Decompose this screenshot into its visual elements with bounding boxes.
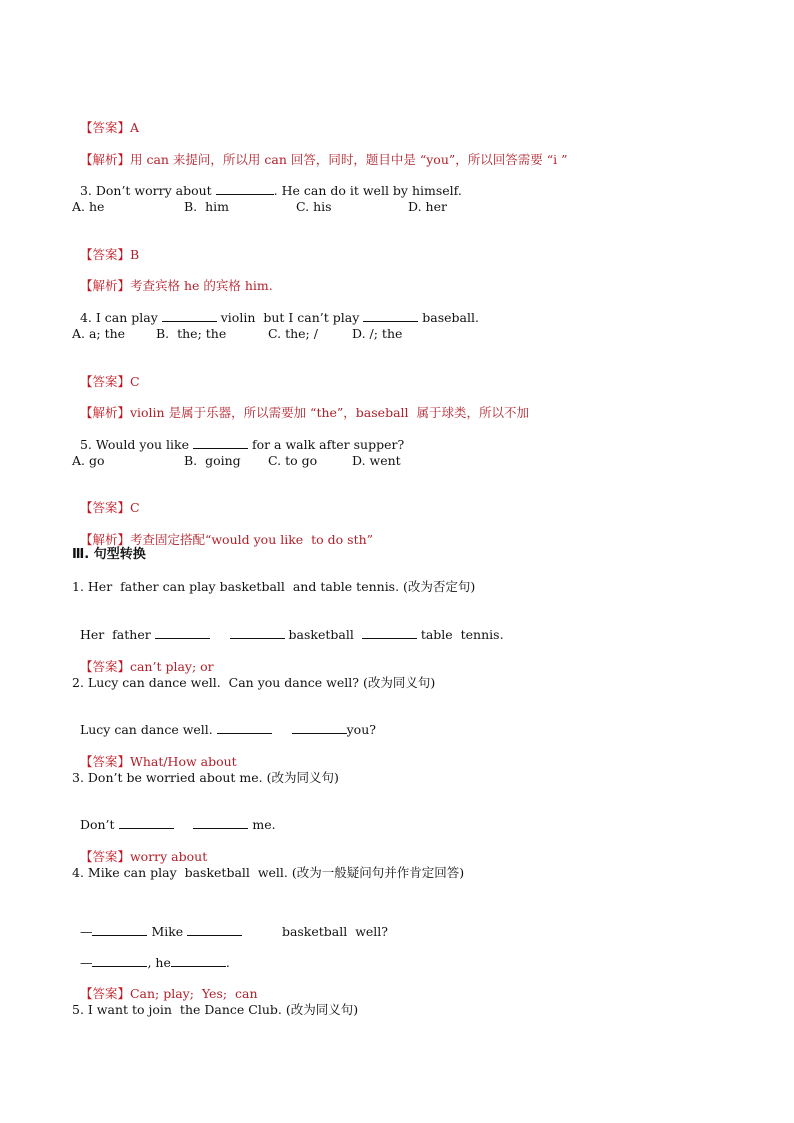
answer-text: can’t play; or (129, 659, 214, 674)
analysis-text: 考查宾格 he 的宾格 him. (129, 278, 273, 293)
transform-question-1: 1. Her father can play basketball and table tennis. (改为否定句) (72, 579, 476, 594)
answer-tag: 【答案】 (79, 849, 130, 864)
option-c: C. the; / (268, 326, 318, 341)
question-text: baseball. (422, 310, 479, 325)
option-d: D. went (352, 453, 401, 468)
transform-question-5: 5. I want to join the Dance Club. (改为同义句) (72, 1002, 359, 1017)
analysis-tag: 【解析】 (79, 278, 130, 293)
section-heading: Ⅲ. 句型转换 (72, 547, 146, 562)
answer-text: A (129, 120, 139, 135)
blank (92, 924, 147, 936)
analysis-line (72, 516, 373, 548)
blank (193, 817, 248, 829)
question-text: for a walk after supper? (251, 437, 405, 452)
analysis-tag: 【解析】 (79, 405, 130, 420)
analysis-tag: 【解析】 (79, 532, 130, 547)
question-text: . (225, 955, 230, 970)
option-c: C. to go (268, 453, 318, 468)
question-3 (72, 167, 462, 199)
blank (217, 722, 272, 734)
blank (216, 183, 274, 195)
transform-line-4b (72, 939, 230, 971)
transform-question-4: 4. Mike can play basketball well. (改为一般疑问句并作肯定回答) (72, 865, 465, 880)
analysis-line (72, 389, 529, 421)
blank (171, 955, 226, 967)
transform-line-2 (72, 706, 376, 738)
answer-tag: 【答案】 (79, 500, 130, 515)
blank (193, 437, 248, 449)
transform-question-3: 3. Don’t be worried about me. (改为同义句) (72, 770, 339, 785)
answer-tag: 【答案】 (79, 374, 130, 389)
answer-text: What/How about (129, 754, 237, 769)
analysis-text: violin 是属于乐器，所以需要加 “the”，baseball 属于球类，所以不加 (129, 405, 529, 420)
option-a: A. he (72, 199, 105, 214)
answer-line (72, 231, 139, 263)
answer-tag: 【答案】 (79, 754, 130, 769)
option-b: B. going (184, 453, 241, 468)
question-text: basketball (288, 627, 354, 642)
question-text: , he (147, 955, 171, 970)
answer-text: C (129, 500, 140, 515)
question-text: you? (346, 722, 376, 737)
option-a: A. go (72, 453, 105, 468)
question-text: Don’t (79, 817, 115, 832)
question-text: 5. Would you like (79, 437, 189, 452)
blank (155, 627, 210, 639)
blank (362, 627, 417, 639)
question-text: violin but I can’t play (220, 310, 360, 325)
transform-line-4a (72, 908, 388, 940)
answer-tag: 【答案】 (79, 120, 130, 135)
blank (92, 955, 147, 967)
blank (230, 627, 285, 639)
option-b: B. him (184, 199, 230, 214)
answer-line (72, 738, 237, 770)
question-text: Her father (79, 627, 151, 642)
option-d: D. her (408, 199, 447, 214)
question-text: — (79, 924, 93, 939)
answer-tag: 【答案】 (79, 659, 130, 674)
option-c: C. his (296, 199, 332, 214)
analysis-text: 考查固定搭配“would you like to do sth” (129, 532, 374, 547)
blank (292, 722, 347, 734)
answer-line (72, 484, 140, 516)
question-text: basketball well? (281, 924, 388, 939)
transform-line-1 (72, 611, 504, 643)
option-a: A. a; the (72, 326, 126, 341)
question-text: 4. I can play (79, 310, 158, 325)
transform-question-2: 2. Lucy can dance well. Can you dance well? (改为同义句) (72, 675, 436, 690)
analysis-line (72, 136, 568, 168)
question-4 (72, 294, 479, 326)
question-text: — (79, 955, 93, 970)
question-text: table tennis. (420, 627, 504, 642)
answer-line (72, 970, 258, 1002)
answer-line (72, 643, 214, 675)
answer-text: B (129, 247, 140, 262)
answer-text: worry about (129, 849, 208, 864)
answer-line (72, 358, 140, 390)
blank (162, 310, 217, 322)
analysis-line (72, 262, 273, 294)
option-d: D. /; the (352, 326, 403, 341)
question-text: Lucy can dance well. (79, 722, 213, 737)
option-b: B. the; the (156, 326, 227, 341)
blank (187, 924, 242, 936)
answer-text: C (129, 374, 140, 389)
question-5 (72, 421, 404, 453)
answer-tag: 【答案】 (79, 986, 130, 1001)
answer-line (72, 104, 139, 136)
blank (363, 310, 418, 322)
question-text: me. (252, 817, 276, 832)
answer-tag: 【答案】 (79, 247, 130, 262)
blank (119, 817, 174, 829)
answer-line (72, 833, 207, 865)
question-text: Mike (151, 924, 184, 939)
analysis-tag: 【解析】 (79, 152, 130, 167)
question-text: . He can do it well by himself. (273, 183, 462, 198)
question-text: 3. Don’t worry about (79, 183, 212, 198)
transform-line-3 (72, 801, 276, 833)
answer-text: Can; play; Yes; can (129, 986, 258, 1001)
analysis-text: 用 can 来提问，所以用 can 回答，同时，题目中是 “you”，所以回答需要 “i ” (129, 152, 568, 167)
